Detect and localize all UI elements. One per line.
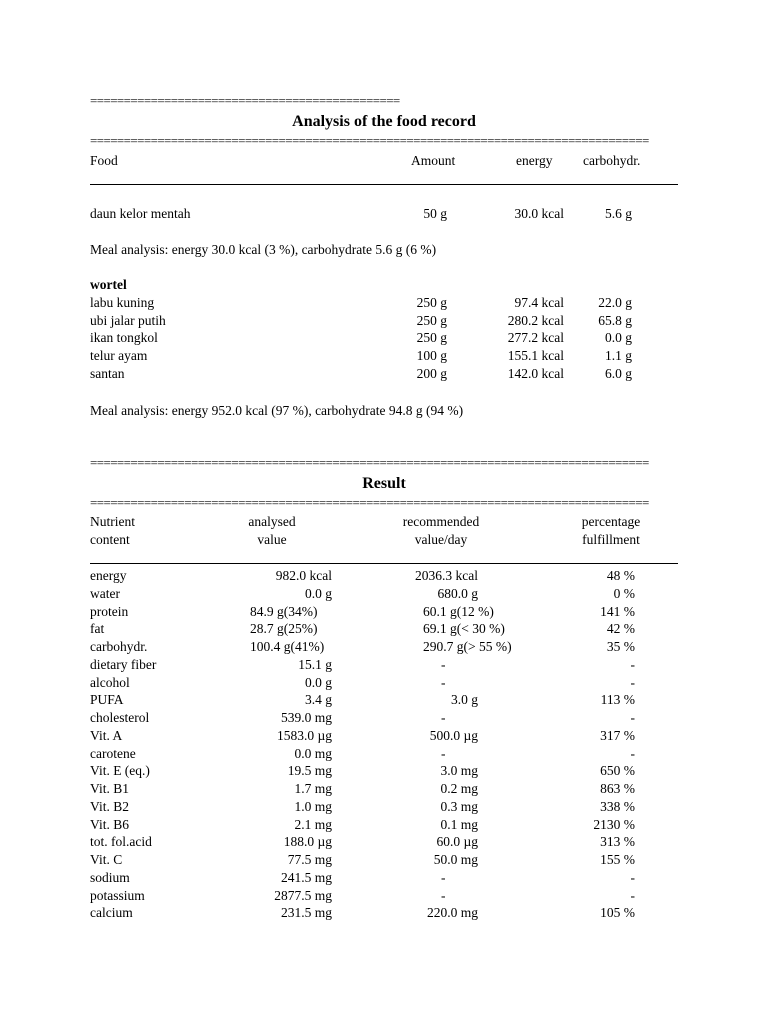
nutrient-percentage: 650 % — [600, 763, 635, 779]
nutrient-recommended: 2036.3 kcal — [415, 568, 478, 583]
food-name: daun kelor mentah — [90, 206, 191, 221]
nutrient-name: alcohol — [90, 674, 130, 690]
nutrient-recommended: 290.7 g(> 55 %) — [423, 639, 512, 654]
separator-long: =================================================================================== — [90, 496, 649, 510]
result-header-col4-line2: fulfillment — [582, 532, 640, 547]
food-name: santan — [90, 365, 125, 381]
food-energy: 155.1 kcal — [507, 348, 564, 364]
food-carb: 5.6 g — [605, 206, 632, 221]
nutrient-value: 1.7 mg — [294, 781, 332, 796]
nutrient-percentage: 313 % — [600, 834, 635, 850]
nutrient-value: 231.5 mg — [280, 905, 332, 921]
nutrient-name: sodium — [90, 869, 130, 885]
nutrient-name: carbohydr. — [90, 639, 148, 654]
nutrient-name: fat — [90, 621, 105, 637]
nutrient-recommended: 3.0 g — [451, 692, 478, 708]
nutrient-name: water — [90, 585, 120, 601]
nutrient-name: dietary fiber — [90, 656, 157, 672]
food-amount: 250 g — [416, 312, 447, 328]
meal2-analysis: Meal analysis: energy 952.0 kcal (97 %), carbohydrate 94.8 g (94 %) — [90, 403, 464, 418]
nutrient-value: 982.0 kcal — [275, 568, 332, 583]
nutrient-recommended: 60.1 g(12 %) — [423, 603, 494, 619]
nutrient-value: 0.0 g — [305, 674, 332, 690]
separator-short: ============================================== — [90, 94, 400, 108]
nutrient-percentage: - — [630, 656, 635, 672]
page-title: Analysis of the food record — [292, 113, 476, 130]
nutrient-name: PUFA — [90, 692, 124, 708]
nutrient-recommended: 0.3 mg — [440, 798, 478, 814]
nutrient-value: 28.7 g(25%) — [250, 621, 318, 637]
result-header-col1-line2: content — [90, 532, 130, 547]
nutrient-recommended: 50.0 mg — [433, 852, 478, 867]
nutrient-percentage: - — [630, 710, 635, 725]
nutrient-name: Vit. B6 — [90, 816, 129, 832]
food-carb: 0.0 g — [605, 330, 632, 346]
header-energy: energy — [516, 153, 553, 168]
nutrient-name: Vit. C — [90, 852, 123, 867]
separator-long: =================================================================================== — [90, 456, 649, 470]
nutrient-percentage: 35 % — [606, 639, 635, 654]
nutrient-recommended: 500.0 µg — [429, 727, 478, 743]
nutrient-value: 2.1 mg — [294, 816, 332, 832]
food-carb: 6.0 g — [605, 365, 632, 381]
nutrient-value: 241.5 mg — [280, 869, 332, 885]
nutrient-name: Vit. E (eq.) — [90, 763, 150, 779]
meal2-heading: wortel — [90, 277, 127, 292]
nutrient-percentage: 105 % — [600, 905, 635, 921]
food-amount: 250 g — [416, 330, 447, 346]
nutrient-value: 1583.0 µg — [276, 727, 332, 743]
food-energy: 277.2 kcal — [507, 330, 564, 346]
nutrient-value: 0.0 mg — [294, 745, 332, 761]
food-name: ubi jalar putih — [90, 312, 166, 328]
result-header-col3-line2: value/day — [414, 532, 468, 547]
nutrient-recommended: - — [441, 710, 446, 725]
nutrient-recommended: 60.0 µg — [436, 834, 478, 850]
result-header-rule — [90, 563, 678, 564]
food-energy: 280.2 kcal — [507, 312, 564, 328]
meal1-analysis: Meal analysis: energy 30.0 kcal (3 %), carbohydrate 5.6 g (6 %) — [90, 242, 437, 257]
separator-long: =================================================================================== — [90, 134, 649, 148]
nutrient-percentage: 113 % — [600, 692, 635, 708]
food-name: ikan tongkol — [90, 330, 158, 346]
result-header-col2-line1: analysed — [248, 514, 296, 529]
nutrient-recommended: 220.0 mg — [426, 905, 478, 921]
nutrient-percentage: 0 % — [613, 585, 635, 601]
nutrient-recommended: - — [441, 887, 446, 903]
header-rule — [90, 184, 678, 185]
nutrient-name: carotene — [90, 745, 136, 761]
nutrient-recommended: 0.1 mg — [440, 816, 478, 832]
nutrient-recommended: 69.1 g(< 30 %) — [423, 621, 505, 637]
nutrient-value: 77.5 mg — [287, 852, 332, 867]
nutrient-value: 539.0 mg — [280, 710, 332, 725]
nutrient-percentage: 317 % — [600, 727, 635, 743]
nutrient-value: 19.5 mg — [287, 763, 332, 779]
nutrient-recommended: - — [441, 656, 446, 672]
food-energy: 30.0 kcal — [514, 206, 564, 221]
nutrient-percentage: 155 % — [600, 852, 635, 867]
food-energy: 142.0 kcal — [507, 365, 564, 381]
nutrient-value: 3.4 g — [305, 692, 332, 708]
food-carb: 1.1 g — [605, 348, 632, 364]
nutrient-value: 188.0 µg — [283, 834, 332, 850]
food-amount: 100 g — [416, 348, 447, 364]
food-carb: 65.8 g — [598, 312, 632, 328]
nutrient-value: 100.4 g(41%) — [250, 639, 325, 654]
nutrient-name: Vit. B1 — [90, 781, 129, 796]
nutrient-value: 15.1 g — [298, 656, 332, 672]
nutrient-percentage: 42 % — [606, 621, 635, 637]
nutrient-value: 1.0 mg — [294, 798, 332, 814]
nutrient-recommended: 3.0 mg — [440, 763, 478, 779]
nutrient-percentage: 863 % — [600, 781, 635, 796]
nutrient-value: 0.0 g — [305, 585, 332, 601]
header-food: Food — [90, 153, 118, 168]
nutrient-recommended: - — [441, 745, 446, 761]
nutrient-recommended: 0.2 mg — [440, 781, 478, 796]
nutrient-name: energy — [90, 568, 127, 583]
food-carb: 22.0 g — [598, 295, 632, 310]
nutrient-recommended: 680.0 g — [437, 585, 478, 601]
nutrient-name: protein — [90, 603, 129, 619]
result-header-col4-line1: percentage — [581, 514, 641, 529]
food-name: telur ayam — [90, 348, 148, 364]
nutrient-percentage: - — [630, 869, 635, 885]
nutrient-name: calcium — [90, 905, 133, 921]
nutrient-value: 2877.5 mg — [274, 887, 332, 903]
nutrient-recommended: - — [441, 869, 446, 885]
nutrient-percentage: - — [630, 674, 635, 690]
nutrient-percentage: 338 % — [600, 798, 635, 814]
nutrient-value: 84.9 g(34%) — [250, 603, 318, 619]
result-header-col1-line1: Nutrient — [90, 514, 135, 529]
food-amount: 50 g — [423, 206, 447, 221]
header-carb: carbohydr. — [583, 153, 641, 168]
nutrient-name: potassium — [90, 887, 145, 903]
nutrient-name: Vit. A — [90, 727, 123, 743]
result-header-col2-line2: value — [257, 532, 287, 547]
nutrient-name: Vit. B2 — [90, 798, 129, 814]
nutrient-name: tot. fol.acid — [90, 834, 152, 850]
nutrient-recommended: - — [441, 674, 446, 690]
food-energy: 97.4 kcal — [514, 295, 564, 310]
food-amount: 200 g — [416, 365, 447, 381]
nutrient-percentage: 2130 % — [593, 816, 635, 832]
nutrient-percentage: - — [630, 887, 635, 903]
food-amount: 250 g — [416, 295, 447, 310]
header-amount: Amount — [411, 153, 456, 168]
nutrient-percentage: 141 % — [600, 603, 635, 619]
result-title: Result — [362, 475, 406, 492]
nutrient-percentage: 48 % — [606, 568, 635, 583]
result-header-col3-line1: recommended — [402, 514, 480, 529]
nutrient-name: cholesterol — [90, 710, 150, 725]
nutrient-percentage: - — [630, 745, 635, 761]
food-name: labu kuning — [90, 295, 155, 310]
